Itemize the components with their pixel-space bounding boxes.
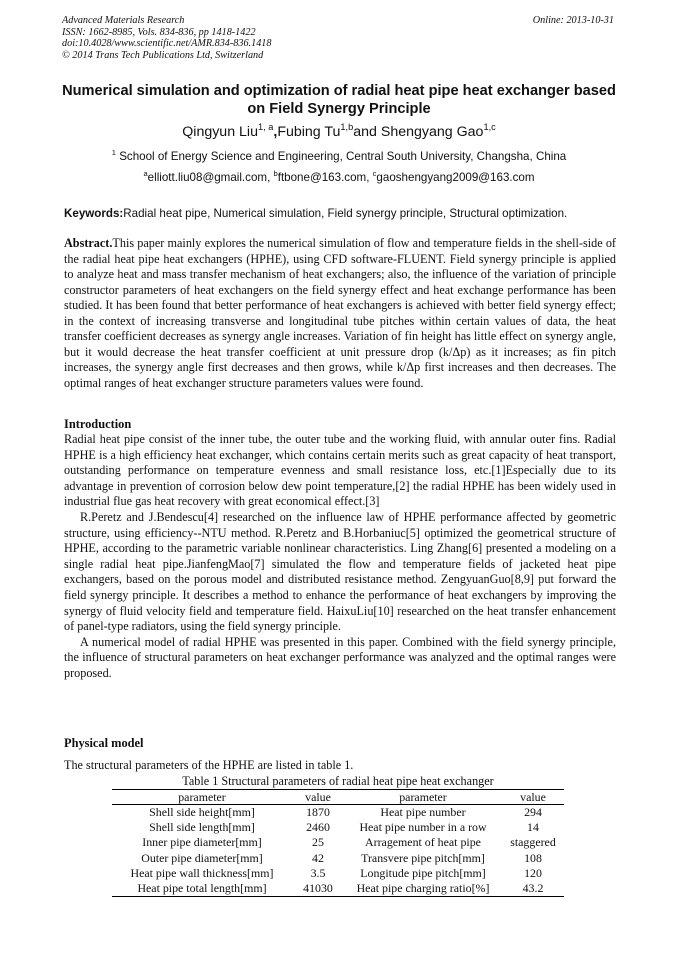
paragraph: A numerical model of radial HPHE was presented in this paper. Combined with the field synergy principle, the influence of structural parameters on heat exchanger performance was analyzed and the optimal ranges were proposed. (64, 634, 616, 680)
physical-model-text: The structural parameters of the HPHE are listed in table 1. (64, 758, 354, 772)
author-name: Qingyun Liu (182, 124, 258, 140)
paragraph: R.Peretz and J.Bendescu[4] researched on the influence law of HPHE performance affected by geometric structure, using efficiency--NTU method. R.Peretz and B.Horbaniuc[5] optimized the geometrical structure of HPHE, according to the parametric variable nonlinear characteristics. Ling Zhang[6] presented a modeling on a single radial heat pipe.JianfengMao[7] simulated the flow and temperature fields of jacketed heat pipe exchangers, based on the porous model and distributed resistance method. ZengyuanGuo[8,9] put forward the field synergy principle. It describes a method to enhance the performance of heat exchangers by improving the synergy of fluid velocity field and temperature field. HaixuLiu[10] researched on the heat transfer enhancement of panel-type radiators, using the field synergy principle. (64, 509, 616, 634)
table-cell: Heat pipe total length[mm] (112, 881, 292, 897)
table-cell: 3.5 (310, 865, 326, 880)
email-sup: a (143, 169, 148, 179)
table-cell: Arragement of heat pipe (365, 835, 481, 850)
table-row (112, 835, 564, 850)
column-header: parameter (112, 790, 292, 805)
abstract-label: Abstract. (64, 236, 113, 250)
column-header: value (502, 790, 564, 805)
keywords-text: Radial heat pipe, Numerical simulation, Field synergy principle, Structural optimization. (123, 207, 568, 220)
affiliation-sup: 1 (111, 148, 116, 158)
parameters-table (112, 789, 564, 897)
table-cell: 2460 (306, 820, 330, 835)
email-sup: c (372, 169, 377, 179)
affiliation-text: School of Energy Science and Engineering, Central South University, Changsha, China (119, 150, 567, 163)
email-address[interactable]: ftbone@163.com (277, 171, 367, 184)
table-cell: staggered (510, 835, 556, 850)
introduction-body (64, 432, 616, 682)
table-row (112, 866, 564, 881)
table-cell: 14 (527, 820, 539, 835)
table-cell: Shell side height[mm] (149, 805, 255, 819)
author-separator: , (273, 124, 278, 140)
table-row (112, 881, 564, 897)
email-line: $^a$elliott.liu08@gmail.com, $^b$ftbone@163.com, $^c$gaoshengyang2009@163.com (143, 169, 535, 184)
email-address[interactable]: elliott.liu08@gmail.com (147, 171, 268, 184)
table-cell: Transvere pipe pitch[mm] (361, 850, 485, 865)
header-meta (62, 15, 271, 61)
table-cell: 41030 (292, 881, 344, 897)
table-cell: 120 (524, 865, 542, 880)
table-row (112, 820, 564, 835)
author-sup: 1,c (483, 121, 496, 132)
keywords-label: Keywords: (64, 207, 124, 220)
affiliation (62, 150, 616, 163)
keywords (64, 207, 618, 220)
email-sup: b (273, 169, 278, 179)
table-caption: Table 1 Structural parameters of radial heat pipe heat exchanger (182, 774, 494, 788)
abstract-text: This paper mainly explores the numerical simulation of flow and temperature fields in the shell-side of the radial heat pipe heat exchangers (HPHE), using CFD software-FLUENT. Field synergy principle is applied to analyze heat and mass transfer mechanism of heat exchangers; also, the influence of the variation of principle constructor parameters of heat exchangers on the field synergy effect and heat exchange performance has been studied. It has been found that better performance of heat exchangers is achieved with better field synergy effect; in the context of increasing transverse and longitudinal tube pitches within certain values of data, the heat transfer coefficient decreases as synergy angle increases. Variation of fin height has little effect on synergy angle, but it would decrease the heat transfer coefficient at unit pressure drop (k/Δp) as it increases; as fin pitch increases, the synergy angle first decreases and then grows, while k/Δp first increases and then decreases. The optimal ranges of heat exchanger structure parameters values were found. (64, 236, 616, 390)
author-sup: 1,b (340, 121, 354, 132)
column-header: value (292, 790, 344, 805)
table-cell: 25 (312, 835, 324, 850)
doi-line: doi:10.4028/www.scientific.net/AMR.834-836.1418 (62, 38, 272, 50)
table-cell: 1870 (306, 805, 330, 819)
table-row (112, 805, 564, 821)
table-cell: 294 (524, 805, 542, 819)
author-line (62, 121, 616, 140)
table-cell: Heat pipe wall thickness[mm] (130, 865, 274, 880)
abstract (64, 236, 616, 391)
table-cell: 43.2 (502, 881, 564, 897)
table-cell: Outer pipe diameter[mm] (141, 850, 263, 865)
introduction-heading: Introduction (64, 417, 132, 431)
author-name: Shengyang Gao (380, 124, 484, 140)
table-cell: Inner pipe diameter[mm] (142, 835, 262, 850)
table-cell: Heat pipe number (380, 805, 466, 819)
author-and: and (353, 124, 377, 140)
journal-name: Advanced Materials Research (62, 15, 185, 26)
table-header-row (112, 790, 564, 805)
author-sup: 1, a (257, 121, 274, 132)
table-cell: 42 (312, 850, 324, 865)
author-name: Fubing Tu (277, 124, 341, 140)
table-cell: 108 (524, 850, 542, 865)
copyright-line: © 2014 Trans Tech Publications Ltd, Switzerland (62, 49, 264, 61)
column-header: parameter (344, 790, 502, 805)
paragraph: Radial heat pipe consist of the inner tube, the outer tube and the working fluid, with annular outer fins. Radial HPHE is a high efficiency heat exchanger, which contains certain merits such as great capacity of heat transport, outstanding performance on temperature evenness and small resistance loss, etc.[1]Especially due to its advantage in prevention of corrosion below dew point temperature,[2] the radial HPHE has been widely used in industrial flue gas heat recovery with great economical effect.[3] (64, 432, 616, 509)
table-cell: Heat pipe number in a row (359, 820, 487, 835)
table-cell: Longitude pipe pitch[mm] (360, 865, 486, 880)
email-address[interactable]: gaoshengyang2009@163.com (376, 171, 535, 184)
issn-line: ISSN: 1662-8985, Vols. 834-836, pp 1418-1422 (62, 26, 256, 38)
table-cell: Shell side length[mm] (149, 820, 255, 835)
table-cell: Heat pipe charging ratio[%] (344, 881, 502, 897)
physical-model-heading: Physical model (64, 736, 144, 750)
paper-title: Numerical simulation and optimization of radial heat pipe heat exchanger based on Field Synergy Principle (62, 83, 616, 117)
table-row (112, 851, 564, 866)
online-date: Online: 2013-10-31 (532, 15, 614, 26)
